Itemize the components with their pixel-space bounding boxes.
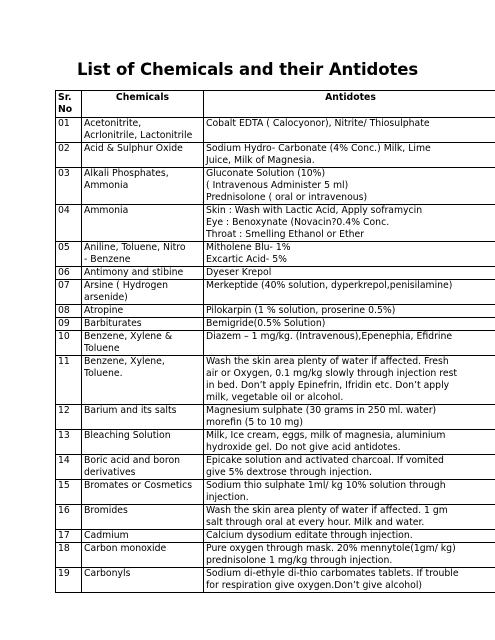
- cell-sr-no: 12: [56, 405, 82, 430]
- cell-chemical: [82, 205, 204, 242]
- cell-chemical-line: Bromates or Cosmetics: [84, 480, 193, 491]
- cell-antidote: [204, 242, 495, 267]
- cell-chemical-line: Acetonitrite,: [84, 118, 142, 129]
- cell-chemical-line: Boric acid and boron: [84, 455, 181, 466]
- cell-antidote: [204, 543, 495, 568]
- cell-antidote-line: Juice, Milk of Magnesia.: [206, 155, 315, 166]
- table-row: [56, 318, 495, 331]
- cell-antidote: [204, 430, 495, 455]
- cell-chemical-line: Cadmium: [84, 530, 129, 541]
- table-row: [56, 405, 495, 430]
- antidotes-table: [55, 90, 495, 593]
- cell-antidote-line: Epicake solution and activated charcoal. If vomited: [206, 455, 444, 466]
- cell-antidote-line: Wash the skin area plenty of water if affected. Fresh: [206, 356, 449, 367]
- cell-sr-no: 13: [56, 430, 82, 455]
- cell-chemical: [82, 405, 204, 430]
- cell-antidote-line: hydroxide gel. Do not give acid antidotes.: [206, 442, 401, 453]
- cell-antidote-line: Mitholene Blu- 1%: [206, 242, 291, 253]
- cell-chemical-line: Toluene.: [84, 368, 123, 379]
- cell-antidote-line: Pilokarpin (1 % solution, proserine 0.5%): [206, 305, 396, 316]
- cell-antidote-line: morefin (5 to 10 mg): [206, 417, 303, 428]
- cell-antidote: [204, 168, 495, 205]
- cell-antidote-line: Wash the skin area plenty of water if affected. 1 gm: [206, 505, 448, 516]
- cell-chemical-line: Atropine: [84, 305, 124, 316]
- table-row: [56, 242, 495, 267]
- table-body: [56, 118, 495, 593]
- cell-chemical-line: derivatives: [84, 467, 136, 478]
- cell-antidote-line: Cobalt EDTA ( Calocyonor), Nitrite/ Thiosulphate: [206, 118, 430, 129]
- cell-antidote-line: in bed. Don’t apply Epinefrin, Ifridin etc. Don’t apply: [206, 380, 450, 391]
- cell-sr-no: 15: [56, 480, 82, 505]
- cell-chemical-line: Benzene, Xylene &: [84, 331, 173, 342]
- cell-chemical: [82, 543, 204, 568]
- cell-chemical-line: arsenide): [84, 292, 128, 303]
- cell-chemical: [82, 568, 204, 593]
- cell-sr-no: 18: [56, 543, 82, 568]
- cell-antidote: [204, 530, 495, 543]
- cell-antidote-line: Milk, Ice cream, eggs, milk of magnesia, aluminium: [206, 430, 446, 441]
- cell-chemical: [82, 331, 204, 356]
- cell-chemical-line: Acid & Sulphur Oxide: [84, 143, 183, 154]
- cell-chemical-line: Toluene: [84, 343, 120, 354]
- cell-sr-no: 03: [56, 168, 82, 205]
- cell-chemical-line: Barbiturates: [84, 318, 142, 329]
- cell-chemical-line: Benzene, Xylene,: [84, 356, 165, 367]
- cell-chemical: [82, 143, 204, 168]
- table-header-row: [56, 91, 495, 118]
- cell-chemical: [82, 318, 204, 331]
- table-row: [56, 480, 495, 505]
- cell-antidote: [204, 205, 495, 242]
- cell-chemical-line: Ammonia: [84, 180, 129, 191]
- cell-sr-no: 17: [56, 530, 82, 543]
- cell-sr-no: 04: [56, 205, 82, 242]
- cell-chemical-line: Antimony and stibine: [84, 267, 184, 278]
- cell-antidote: [204, 480, 495, 505]
- cell-antidote: [204, 405, 495, 430]
- cell-chemical: [82, 242, 204, 267]
- table-row: [56, 280, 495, 305]
- cell-sr-no: 08: [56, 305, 82, 318]
- cell-chemical: [82, 168, 204, 205]
- cell-antidote-line: for respiration give oxygen.Don’t give alcohol): [206, 580, 423, 591]
- cell-sr-no: 06: [56, 267, 82, 280]
- cell-antidote: [204, 305, 495, 318]
- cell-antidote: [204, 280, 495, 305]
- cell-chemical-line: - Benzene: [84, 254, 131, 265]
- cell-antidote-line: milk, vegetable oil or alcohol.: [206, 392, 344, 403]
- cell-chemical: [82, 530, 204, 543]
- cell-chemical-line: Ammonia: [84, 205, 129, 216]
- cell-antidote-line: Sodium di-ethyle di-thio carbomates tablets. If trouble: [206, 568, 459, 579]
- header-sr-no: [56, 91, 82, 118]
- cell-antidote-line: salt through oral at every hour. Milk and water.: [206, 517, 425, 528]
- cell-chemical: [82, 118, 204, 143]
- cell-antidote-line: Magnesium sulphate (30 grams in 250 ml. water): [206, 405, 437, 416]
- table-row: [56, 430, 495, 455]
- cell-sr-no: 14: [56, 455, 82, 480]
- cell-chemical: [82, 480, 204, 505]
- cell-antidote: [204, 505, 495, 530]
- cell-antidote: [204, 143, 495, 168]
- cell-antidote-line: Prednisolone ( oral or intravenous): [206, 192, 368, 203]
- cell-antidote: [204, 455, 495, 480]
- cell-chemical: [82, 305, 204, 318]
- cell-chemical-line: Carbonyls: [84, 568, 131, 579]
- cell-chemical: [82, 356, 204, 405]
- cell-antidote-line: Diazem – 1 mg/kg. (Intravenous),Epenephia, Efidrine: [206, 331, 453, 342]
- cell-chemical-line: Barium and its salts: [84, 405, 177, 416]
- cell-antidote-line: air or Oxygen, 0.1 mg/kg slowly through injection rest: [206, 368, 458, 379]
- cell-chemical-line: Arsine ( Hydrogen: [84, 280, 168, 291]
- cell-chemical: [82, 280, 204, 305]
- cell-sr-no: 16: [56, 505, 82, 530]
- cell-antidote: [204, 331, 495, 356]
- cell-chemical: [82, 430, 204, 455]
- table-row: [56, 530, 495, 543]
- cell-antidote: [204, 118, 495, 143]
- cell-antidote-line: Pure oxygen through mask. 20% mennytole(1gm/ kg): [206, 543, 456, 554]
- cell-chemical: [82, 455, 204, 480]
- cell-antidote-line: Skin : Wash with Lactic Acid, Apply soframycin: [206, 205, 423, 216]
- cell-chemical-line: Bleaching Solution: [84, 430, 171, 441]
- table-row: [56, 205, 495, 242]
- cell-chemical-line: Bromides: [84, 505, 128, 516]
- cell-antidote-line: Merkeptide (40% solution, dyperkrepol,penisilamine): [206, 280, 453, 291]
- cell-antidote-line: Excartic Acid- 5%: [206, 254, 287, 265]
- cell-sr-no: 10: [56, 331, 82, 356]
- cell-sr-no: 19: [56, 568, 82, 593]
- table-row: [56, 505, 495, 530]
- table-row: [56, 356, 495, 405]
- table-row: [56, 543, 495, 568]
- cell-antidote: [204, 356, 495, 405]
- header-chemicals: Chemicals: [82, 91, 204, 118]
- cell-antidote-line: injection.: [206, 492, 249, 503]
- cell-antidote-line: Sodium thio sulphate 1ml/ kg 10% solution through: [206, 480, 446, 491]
- table-row: [56, 305, 495, 318]
- cell-chemical-line: Alkali Phosphates,: [84, 168, 169, 179]
- cell-sr-no: 09: [56, 318, 82, 331]
- cell-chemical: [82, 267, 204, 280]
- table-row: [56, 568, 495, 593]
- cell-antidote-line: ( Intravenous Administer 5 ml): [206, 180, 349, 191]
- cell-antidote-line: Calcium dysodium editate through injection.: [206, 530, 413, 541]
- table-row: [56, 168, 495, 205]
- cell-antidote-line: Bemigride(0.5% Solution): [206, 318, 326, 329]
- cell-antidote-line: give 5% dextrose through injection.: [206, 467, 372, 478]
- cell-sr-no: 02: [56, 143, 82, 168]
- cell-antidote-line: Dyeser Krepol: [206, 267, 272, 278]
- cell-antidote-line: prednisolone 1 mg/kg through injection.: [206, 555, 393, 566]
- table-row: [56, 267, 495, 280]
- table-row: [56, 143, 495, 168]
- header-sr-no-line: Sr.: [58, 92, 72, 103]
- cell-antidote: [204, 267, 495, 280]
- cell-antidote-line: Throat : Smelling Ethanol or Ether: [206, 229, 365, 240]
- page-title: List of Chemicals and their Antidotes: [76, 60, 419, 79]
- cell-antidote-line: Sodium Hydro- Carbonate (4% Conc.) Milk, Lime: [206, 143, 431, 154]
- cell-antidote-line: Eye : Benoxynate (Novacin?0.4% Conc.: [206, 217, 390, 228]
- header-antidotes: Antidotes: [204, 91, 495, 118]
- table-row: [56, 118, 495, 143]
- cell-sr-no: 07: [56, 280, 82, 305]
- cell-sr-no: 01: [56, 118, 82, 143]
- table-row: [56, 455, 495, 480]
- cell-sr-no: 11: [56, 356, 82, 405]
- cell-chemical-line: Carbon monoxide: [84, 543, 167, 554]
- cell-chemical: [82, 505, 204, 530]
- cell-chemical-line: Aniline, Toluene, Nitro: [84, 242, 186, 253]
- cell-sr-no: 05: [56, 242, 82, 267]
- cell-antidote-line: Gluconate Solution (10%): [206, 168, 326, 179]
- cell-chemical-line: Acrlonitrile, Lactonitrile: [84, 130, 193, 141]
- header-sr-no-line: No: [58, 104, 73, 115]
- cell-antidote: [204, 318, 495, 331]
- cell-antidote: [204, 568, 495, 593]
- table-row: [56, 331, 495, 356]
